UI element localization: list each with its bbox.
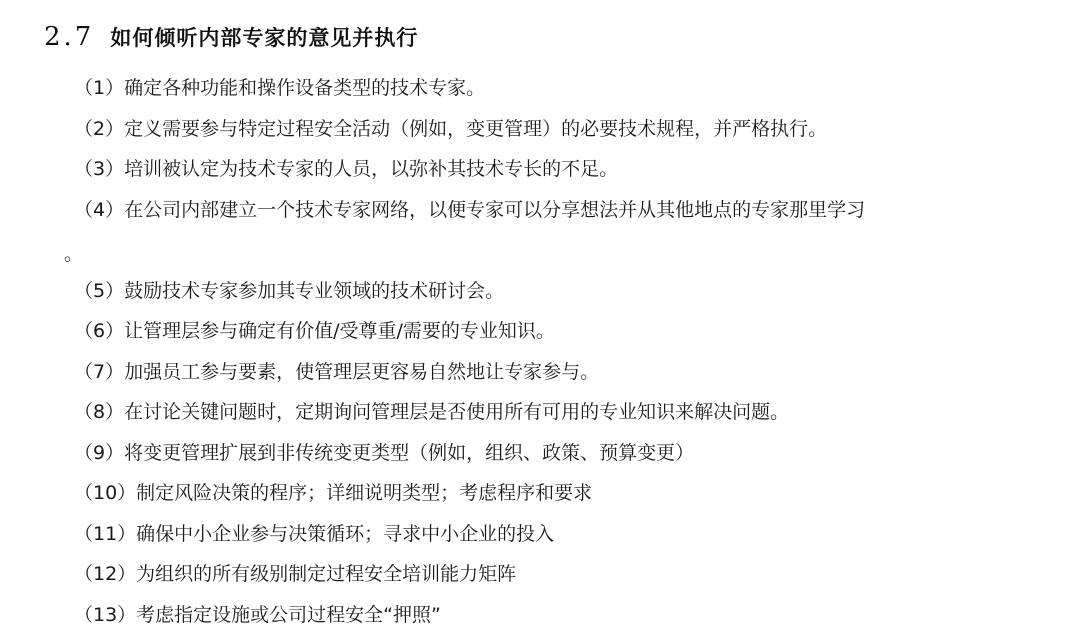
list-item	[74, 192, 865, 233]
line-continuation-mark: 。	[64, 236, 83, 272]
list-item	[74, 435, 865, 476]
list-item-text: （11）确保中小企业参与决策循环；寻求中小企业的投入	[74, 516, 554, 552]
recommendation-list	[74, 70, 865, 637]
list-item-text: （12）为组织的所有级别制定过程安全培训能力矩阵	[74, 556, 516, 592]
list-item	[74, 516, 865, 557]
list-item-text: （8）在讨论关键问题时，定期询问管理层是否使用所有可用的专业知识来解决问题。	[74, 394, 789, 430]
list-item-text: （6）让管理层参与确定有价值/受尊重/需要的专业知识。	[74, 313, 555, 349]
list-item	[74, 111, 865, 152]
list-item-text: （13）考虑指定设施或公司过程安全“押照”	[74, 597, 441, 633]
section-title: 如何倾听内部专家的意见并执行	[110, 22, 418, 52]
list-item-text: （2）定义需要参与特定过程安全活动（例如，变更管理）的必要技术规程，并严格执行。	[74, 111, 827, 147]
list-item-text: （3）培训被认定为技术专家的人员，以弥补其技术专长的不足。	[74, 151, 618, 187]
list-item	[74, 70, 865, 111]
list-item-text: （9）将变更管理扩展到非传统变更类型（例如，组织、政策、预算变更）	[74, 435, 694, 471]
list-item-text: （5）鼓励技术专家参加其专业领域的技术研讨会。	[74, 273, 504, 309]
list-item-spacer	[74, 232, 865, 273]
list-item-text: （10）制定风险决策的程序；详细说明类型；考虑程序和要求	[74, 475, 592, 511]
list-item-text: （1）确定各种功能和操作设备类型的技术专家。	[74, 70, 485, 106]
list-item	[74, 273, 865, 314]
list-item	[74, 151, 865, 192]
list-item	[74, 556, 865, 597]
list-item	[74, 313, 865, 354]
list-item-text: （7）加强员工参与要素，使管理层更容易自然地让专家参与。	[74, 354, 599, 390]
list-item	[74, 597, 865, 637]
section-heading	[44, 22, 418, 52]
list-item-text: （4）在公司内部建立一个技术专家网络，以便专家可以分享想法并从其他地点的专家那里学习	[74, 192, 865, 228]
list-item	[74, 354, 865, 395]
section-number: 2.7	[44, 22, 94, 52]
list-item	[74, 475, 865, 516]
list-item	[74, 394, 865, 435]
